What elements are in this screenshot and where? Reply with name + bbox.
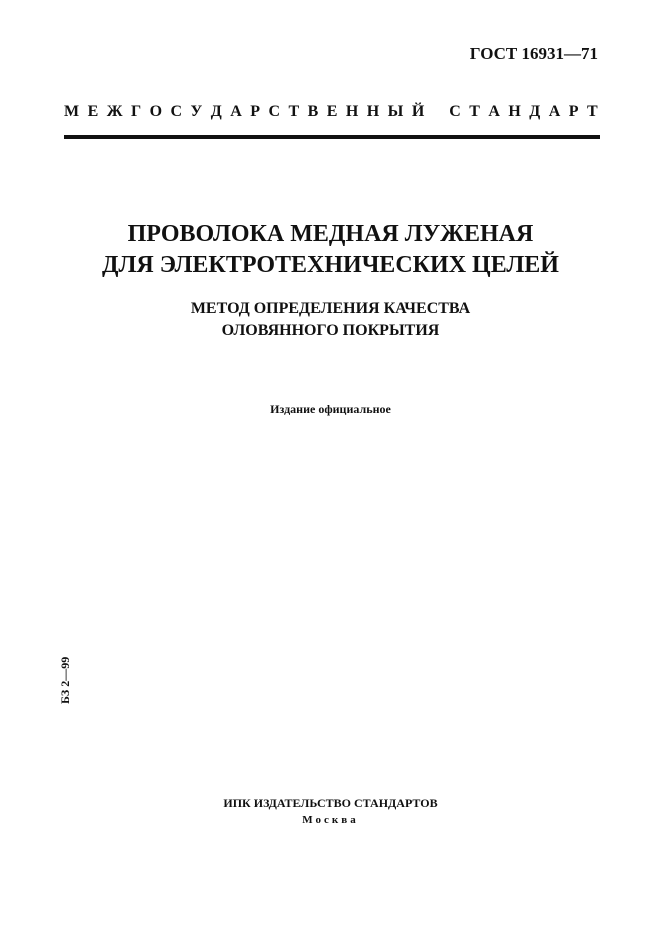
series-letter: У (190, 103, 203, 120)
subtitle-line-1: МЕТОД ОПРЕДЕЛЕНИЯ КАЧЕСТВА (190, 300, 471, 317)
publisher-city: Москва (302, 814, 359, 826)
series-letter: А (488, 103, 500, 120)
series-letter: Ы (387, 103, 404, 120)
edition-note: Издание официальное (270, 402, 391, 416)
series-letter: Н (508, 103, 521, 120)
series-letter: А (230, 103, 242, 120)
series-word-gap (433, 103, 441, 121)
series-letter: С (170, 103, 183, 120)
series-letter: Т (586, 103, 598, 120)
series-letter: С (268, 103, 281, 120)
document-title (0, 219, 661, 281)
publisher-name: ИПК ИЗДАТЕЛЬСТВО СТАНДАРТОВ (223, 796, 438, 810)
catalog-mark: БЗ 2—99 (58, 656, 72, 704)
title-line-2: ДЛЯ ЭЛЕКТРОТЕХНИЧЕСКИХ ЦЕЛЕЙ (102, 252, 559, 278)
series-letter: С (449, 103, 461, 120)
document-subtitle (0, 298, 661, 342)
series-letter: Й (411, 103, 425, 120)
series-letter: Г (130, 103, 142, 120)
series-letter: Ж (106, 103, 123, 120)
series-letter: О (149, 103, 163, 120)
document-code: ГОСТ 16931—71 (469, 44, 598, 63)
series-letter: А (548, 103, 561, 120)
standard-series-heading (64, 103, 598, 121)
series-letter: Н (366, 103, 380, 120)
series-letter: В (307, 103, 319, 120)
subtitle-line-2: ОЛОВЯННОГО ПОКРЫТИЯ (221, 322, 440, 339)
series-letter: Т (469, 103, 480, 120)
series-letter: Д (529, 103, 541, 120)
header-rule (64, 135, 600, 139)
series-letter: Е (87, 103, 99, 120)
title-line-1: ПРОВОЛОКА МЕДНАЯ ЛУЖЕНАЯ (127, 221, 534, 247)
series-letter: Р (568, 103, 579, 120)
series-letter: Р (250, 103, 260, 120)
series-letter: Е (326, 103, 338, 120)
series-letter: Т (288, 103, 300, 120)
series-letter: М (64, 103, 80, 120)
series-letter: Н (345, 103, 359, 120)
series-letter: Д (210, 103, 222, 120)
